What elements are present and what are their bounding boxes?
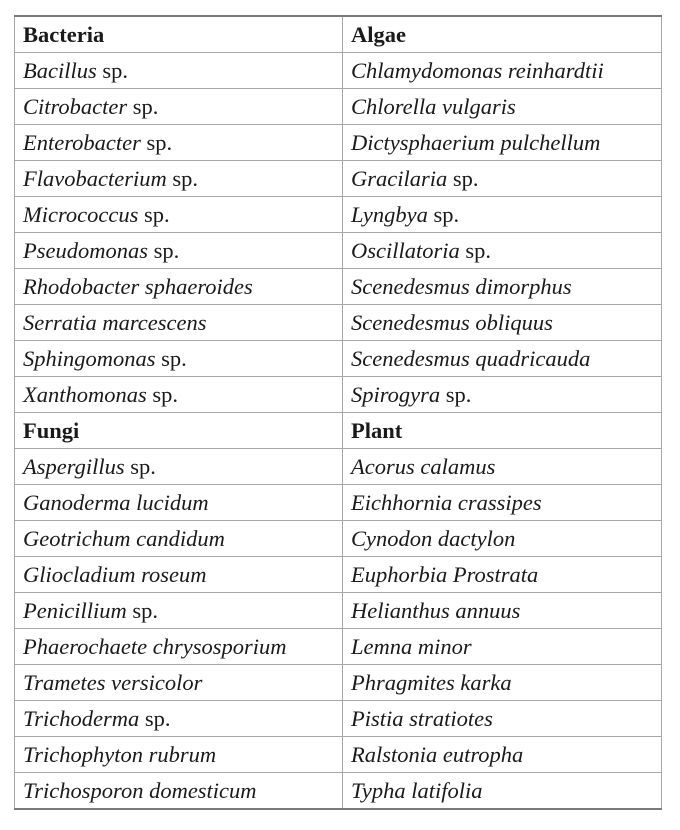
species-suffix: sp. <box>138 202 170 227</box>
species-cell <box>15 197 343 233</box>
species-name: Rhodobacter sphaeroides <box>23 274 253 299</box>
species-name: Lyngbya <box>351 202 428 227</box>
species-cell <box>15 269 343 305</box>
species-cell <box>343 557 662 593</box>
table-row <box>15 341 662 377</box>
species-name: Scenedesmus quadricauda <box>351 346 591 371</box>
species-name: Enterobacter <box>23 130 141 155</box>
table-row <box>15 557 662 593</box>
species-cell <box>15 629 343 665</box>
species-name: Typha latifolia <box>351 778 483 803</box>
species-suffix: sp. <box>124 454 156 479</box>
species-name: Oscillatoria <box>351 238 460 263</box>
species-cell <box>15 665 343 701</box>
species-suffix: sp. <box>148 238 180 263</box>
species-cell <box>15 53 343 89</box>
organism-table-body <box>15 16 662 809</box>
section-header-cell: Fungi <box>15 413 343 449</box>
species-name: Lemna minor <box>351 634 472 659</box>
species-name: Pistia stratiotes <box>351 706 493 731</box>
species-name: Eichhornia crassipes <box>351 490 542 515</box>
species-cell <box>343 485 662 521</box>
table-row <box>15 53 662 89</box>
species-suffix: sp. <box>127 94 159 119</box>
species-cell <box>343 341 662 377</box>
species-suffix: sp. <box>155 346 187 371</box>
table-row <box>15 377 662 413</box>
section-header-cell: Plant <box>343 413 662 449</box>
species-name: Trichosporon domesticum <box>23 778 257 803</box>
species-cell <box>343 521 662 557</box>
table-row <box>15 233 662 269</box>
species-suffix: sp. <box>459 238 492 263</box>
species-cell <box>343 269 662 305</box>
section-header-cell: Bacteria <box>15 16 343 53</box>
species-name: Ralstonia eutropha <box>351 742 524 767</box>
species-name: Scenedesmus dimorphus <box>351 274 572 299</box>
species-cell <box>15 377 343 413</box>
species-suffix: sp. <box>146 382 179 407</box>
species-name: Euphorbia Prostrata <box>351 562 539 587</box>
species-cell <box>15 125 343 161</box>
species-cell <box>15 593 343 629</box>
table-row <box>15 485 662 521</box>
species-cell <box>15 773 343 810</box>
table-row <box>15 269 662 305</box>
section-header-row <box>15 413 662 449</box>
species-name: Gliocladium roseum <box>23 562 207 587</box>
species-cell <box>15 305 343 341</box>
table-row <box>15 197 662 233</box>
species-name: Flavobacterium <box>23 166 167 191</box>
table-row <box>15 629 662 665</box>
species-cell <box>15 737 343 773</box>
species-suffix: sp. <box>447 166 479 191</box>
species-name: Acorus calamus <box>351 454 496 479</box>
table-row <box>15 737 662 773</box>
species-cell <box>343 377 662 413</box>
species-cell <box>15 485 343 521</box>
section-header-cell: Algae <box>343 16 662 53</box>
species-cell <box>15 233 343 269</box>
species-name: Chlamydomonas reinhardtii <box>351 58 604 83</box>
species-cell <box>343 125 662 161</box>
species-name: Cynodon dactylon <box>351 526 516 551</box>
species-name: Penicillium <box>23 598 127 623</box>
species-cell <box>15 161 343 197</box>
species-cell <box>343 593 662 629</box>
species-name: Bacillus <box>23 58 97 83</box>
species-cell <box>15 449 343 485</box>
species-name: Micrococcus <box>23 202 139 227</box>
species-name: Sphingomonas <box>23 346 156 371</box>
species-name: Geotrichum candidum <box>23 526 225 551</box>
species-cell <box>343 629 662 665</box>
organism-table-container <box>14 15 661 810</box>
species-suffix: sp. <box>440 382 472 407</box>
table-row <box>15 89 662 125</box>
table-row <box>15 773 662 810</box>
species-name: Citrobacter <box>23 94 128 119</box>
table-row <box>15 449 662 485</box>
table-row <box>15 125 662 161</box>
species-cell <box>343 701 662 737</box>
species-cell <box>15 89 343 125</box>
species-name: Phragmites karka <box>351 670 512 695</box>
species-name: Scenedesmus obliquus <box>351 310 553 335</box>
species-suffix: sp. <box>166 166 198 191</box>
species-name: Serratia marcescens <box>23 310 207 335</box>
species-cell <box>343 449 662 485</box>
species-cell <box>343 89 662 125</box>
species-cell <box>15 557 343 593</box>
species-name: Trichophyton rubrum <box>23 742 217 767</box>
species-name: Helianthus annuus <box>351 598 521 623</box>
table-row <box>15 521 662 557</box>
species-name: Xanthomonas <box>23 382 147 407</box>
species-cell <box>15 341 343 377</box>
organism-table <box>14 15 662 810</box>
species-name: Trametes versicolor <box>23 670 203 695</box>
species-cell <box>343 197 662 233</box>
species-name: Ganoderma lucidum <box>23 490 209 515</box>
species-cell <box>15 521 343 557</box>
species-name: Pseudomonas <box>23 238 148 263</box>
species-suffix: sp. <box>139 706 171 731</box>
species-name: Phaerochaete chrysosporium <box>23 634 287 659</box>
table-row <box>15 665 662 701</box>
species-cell <box>343 53 662 89</box>
species-name: Aspergillus <box>23 454 125 479</box>
species-cell <box>343 161 662 197</box>
table-row <box>15 305 662 341</box>
species-cell <box>343 305 662 341</box>
table-row <box>15 593 662 629</box>
species-cell <box>343 233 662 269</box>
species-cell <box>343 737 662 773</box>
species-name: Trichoderma <box>23 706 140 731</box>
table-row <box>15 161 662 197</box>
species-cell <box>343 665 662 701</box>
species-suffix: sp. <box>140 130 173 155</box>
table-row <box>15 701 662 737</box>
species-name: Gracilaria <box>351 166 448 191</box>
species-cell <box>343 773 662 810</box>
species-suffix: sp. <box>427 202 460 227</box>
section-header-row <box>15 16 662 53</box>
species-name: Dictysphaerium pulchellum <box>351 130 601 155</box>
species-cell <box>15 701 343 737</box>
species-suffix: sp. <box>96 58 129 83</box>
species-suffix: sp. <box>126 598 158 623</box>
species-name: Chlorella vulgaris <box>351 94 516 119</box>
species-name: Spirogyra <box>351 382 441 407</box>
